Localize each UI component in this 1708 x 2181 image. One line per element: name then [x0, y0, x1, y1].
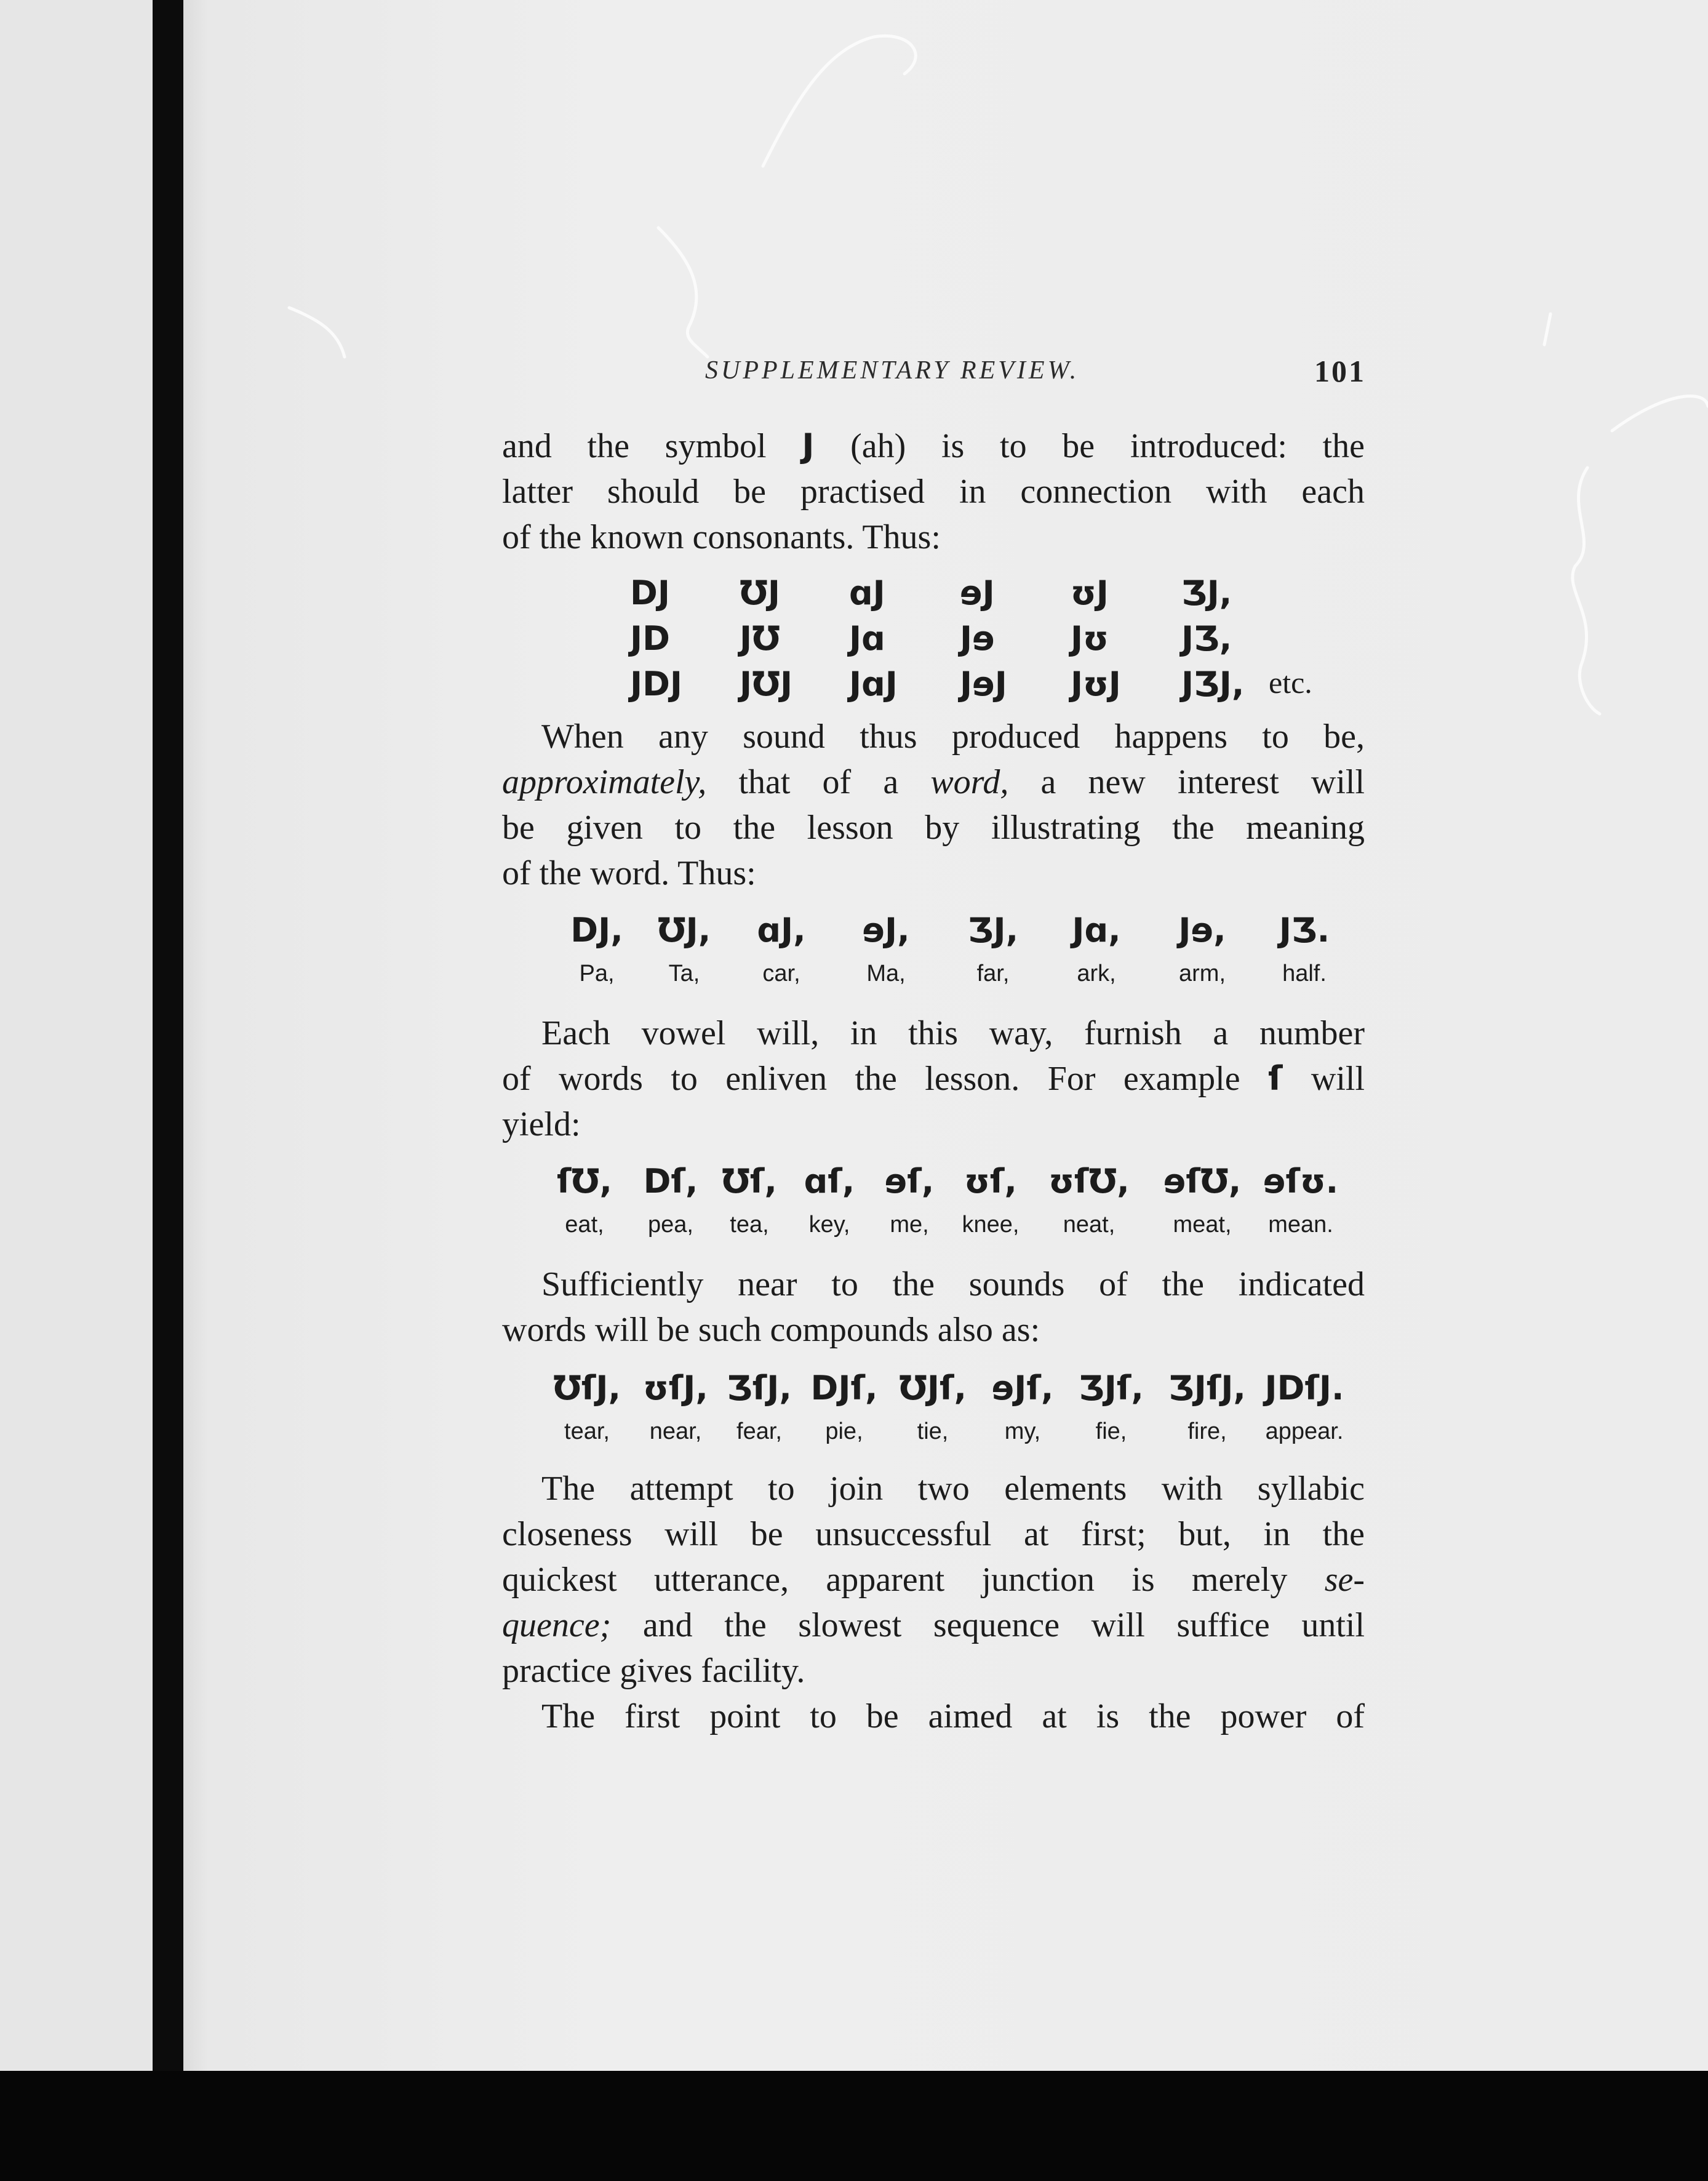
word-example [1243, 911, 1366, 987]
combination-cell: JƷJ, [1181, 665, 1245, 703]
symbol-word: JƷ. [1279, 911, 1330, 950]
paragraph-2-line-1: When any sound thus produced happens to be, [541, 718, 1365, 756]
paragraph-4-line-1: Sufficiently near to the sounds of the indicated [541, 1265, 1365, 1303]
paragraph-5-line-4 [502, 1603, 1365, 1648]
paragraph-2 [502, 714, 1365, 896]
symbol-word: ƷſJ, [727, 1369, 792, 1407]
symbol-word: ƱJſ, [898, 1369, 967, 1407]
paragraph-3 [502, 1010, 1365, 1147]
symbol-word: ʊſ, [964, 1162, 1017, 1201]
symbol-word: ƱſJ, [553, 1369, 621, 1407]
symbol-word: Ʊſ, [722, 1162, 777, 1201]
paragraph-2-line-2 [502, 759, 1365, 805]
text-segment: a new interest will [1040, 763, 1365, 801]
italic-sequence-end: quence; [502, 1606, 612, 1644]
italic-word: word, [930, 763, 1009, 801]
word-example [1243, 1369, 1366, 1445]
paragraph-5-line-5: practice gives facility. [502, 1652, 805, 1690]
paragraph-1 [502, 423, 1365, 560]
italic-approximately: approximately, [502, 763, 707, 801]
combination-cell: JD [630, 619, 670, 658]
gloss-word: pie, [825, 1419, 863, 1444]
gloss-word: fie, [1095, 1419, 1127, 1444]
paragraph-2-line-3: be given to the lesson by illustrating the meaning [502, 809, 1365, 847]
combination-row [630, 665, 1368, 708]
symbol-word: DJſ, [810, 1369, 878, 1407]
combination-cell: JƱJ [740, 665, 793, 703]
combination-cell: JƱ [740, 619, 780, 658]
paragraph-4-line-2: words will be such compounds also as: [502, 1311, 1040, 1349]
gloss-word: knee, [962, 1212, 1020, 1238]
gloss-word: ark, [1077, 961, 1116, 986]
etc-label: etc. [1269, 665, 1312, 700]
combination-cell: ɘJ [960, 574, 995, 612]
gloss-word: appear. [1265, 1419, 1344, 1444]
paragraph-1-line-3: of the known consonants. Thus: [502, 518, 941, 556]
symbol-word: JDſJ. [1264, 1369, 1344, 1407]
symbol-word: Jɘ, [1178, 911, 1226, 950]
gloss-word: eat, [565, 1212, 604, 1238]
paragraph-1-line-2: latter should be practised in connection with each [502, 473, 1365, 511]
combination-cell: ƱJ [740, 574, 780, 612]
gloss-word: Pa, [579, 961, 615, 986]
symbol-word: ɘſʊ. [1263, 1162, 1339, 1201]
word-example [1239, 1162, 1362, 1238]
page-number: 101 [1314, 354, 1366, 388]
gloss-word: near, [649, 1419, 702, 1444]
combination-cell: JɑJ [849, 665, 898, 703]
combination-cell: JƷ, [1181, 619, 1232, 658]
combination-cell: Jʊ [1071, 619, 1109, 658]
running-title: SUPPLEMENTARY REVIEW. [705, 356, 1080, 385]
paragraph-3-line-3: yield: [502, 1105, 581, 1143]
paragraph-6-line-1: The first point to be aimed at is the power of [541, 1697, 1365, 1735]
symbol-word: ɘJſ, [991, 1369, 1054, 1407]
symbol-word: ƷJſ, [1079, 1369, 1144, 1407]
ee-symbol: ſ [1268, 1059, 1283, 1098]
symbol-word: Jɑ, [1072, 911, 1121, 950]
gloss-word: fire, [1187, 1419, 1227, 1444]
text-segment: and the symbol [502, 427, 767, 465]
gloss-word: pea, [648, 1212, 693, 1238]
paragraph-2-line-4: of the word. Thus: [502, 854, 756, 892]
combination-row [630, 574, 1368, 617]
symbol-word: ƷJ, [967, 911, 1019, 950]
combination-row [630, 619, 1368, 662]
gloss-word: arm, [1179, 961, 1226, 986]
text-segment: that of a [738, 763, 899, 801]
symbol-word: DJ, [570, 911, 623, 950]
paragraph-3-line-1: Each vowel will, in this way, furnish a number [541, 1014, 1365, 1052]
gloss-word: meat, [1173, 1212, 1232, 1238]
symbol-word: ſƱ, [557, 1162, 612, 1201]
symbol-word: ɘſƱ, [1163, 1162, 1242, 1201]
paragraph-5-line-1: The attempt to join two elements with syllabic [541, 1470, 1365, 1508]
combination-cell: ƷJ, [1181, 574, 1232, 612]
gloss-word: half. [1282, 961, 1327, 986]
gloss-word: car, [762, 961, 800, 986]
ah-symbol: J [802, 426, 815, 465]
paragraph-3-line-2 [502, 1056, 1365, 1102]
gloss-word: mean. [1268, 1212, 1333, 1238]
symbol-word: ʊſƱ, [1048, 1162, 1130, 1201]
word-example [1035, 911, 1158, 987]
gloss-word: tie, [917, 1419, 949, 1444]
gloss-word: Ma, [866, 961, 906, 986]
symbol-word: Dſ, [643, 1162, 698, 1201]
paragraph-5-line-2: closeness will be unsuccessful at first; but, in the [502, 1515, 1365, 1553]
running-head [498, 356, 1366, 399]
symbol-word: ɘJ, [862, 911, 910, 950]
gloss-word: tear, [564, 1419, 610, 1444]
gloss-word: fear, [736, 1419, 782, 1444]
combination-cell: Jɑ [849, 619, 885, 658]
combination-cell: JDJ [630, 665, 683, 703]
combination-cell: JɘJ [960, 665, 1007, 703]
paragraph-5 [502, 1466, 1365, 1694]
italic-sequence-start: se- [1324, 1561, 1365, 1599]
gloss-word: key, [808, 1212, 850, 1238]
paragraph-5-line-3 [502, 1557, 1365, 1603]
combination-cell: JʊJ [1071, 665, 1121, 703]
gloss-word: me, [890, 1212, 929, 1238]
combination-cell: DJ [630, 574, 670, 612]
symbol-word: ƱJ, [657, 911, 711, 950]
word-example [824, 911, 948, 987]
word-example [1028, 1162, 1151, 1238]
paragraph-6 [502, 1694, 1365, 1739]
combination-cell: ɑJ [849, 574, 885, 612]
paragraph-4 [502, 1262, 1365, 1353]
symbol-word: ɑſ, [804, 1162, 855, 1201]
symbol-word: ʊſJ, [643, 1369, 708, 1407]
gloss-word: far, [976, 961, 1010, 986]
symbol-word: ɘſ, [884, 1162, 935, 1201]
text-segment: will [1311, 1060, 1365, 1098]
combination-cell: ʊJ [1071, 574, 1109, 612]
gloss-word: Ta, [668, 961, 700, 986]
symbol-word: ɑJ, [757, 911, 806, 950]
text-segment: and the slowest sequence will suffice until [642, 1606, 1365, 1644]
gloss-word: tea, [730, 1212, 769, 1238]
combination-cell: Jɘ [960, 619, 995, 658]
text-segment: of words to enliven the lesson. For example [502, 1060, 1240, 1098]
text-segment: (ah) is to be introduced: the [850, 427, 1365, 465]
text-segment: quickest utterance, apparent junction is merely [502, 1561, 1288, 1599]
symbol-word: ƷJſJ, [1168, 1369, 1246, 1407]
gloss-word: my, [1004, 1419, 1041, 1444]
paragraph-1-line-1 [502, 423, 1365, 469]
gloss-word: neat, [1063, 1212, 1115, 1238]
